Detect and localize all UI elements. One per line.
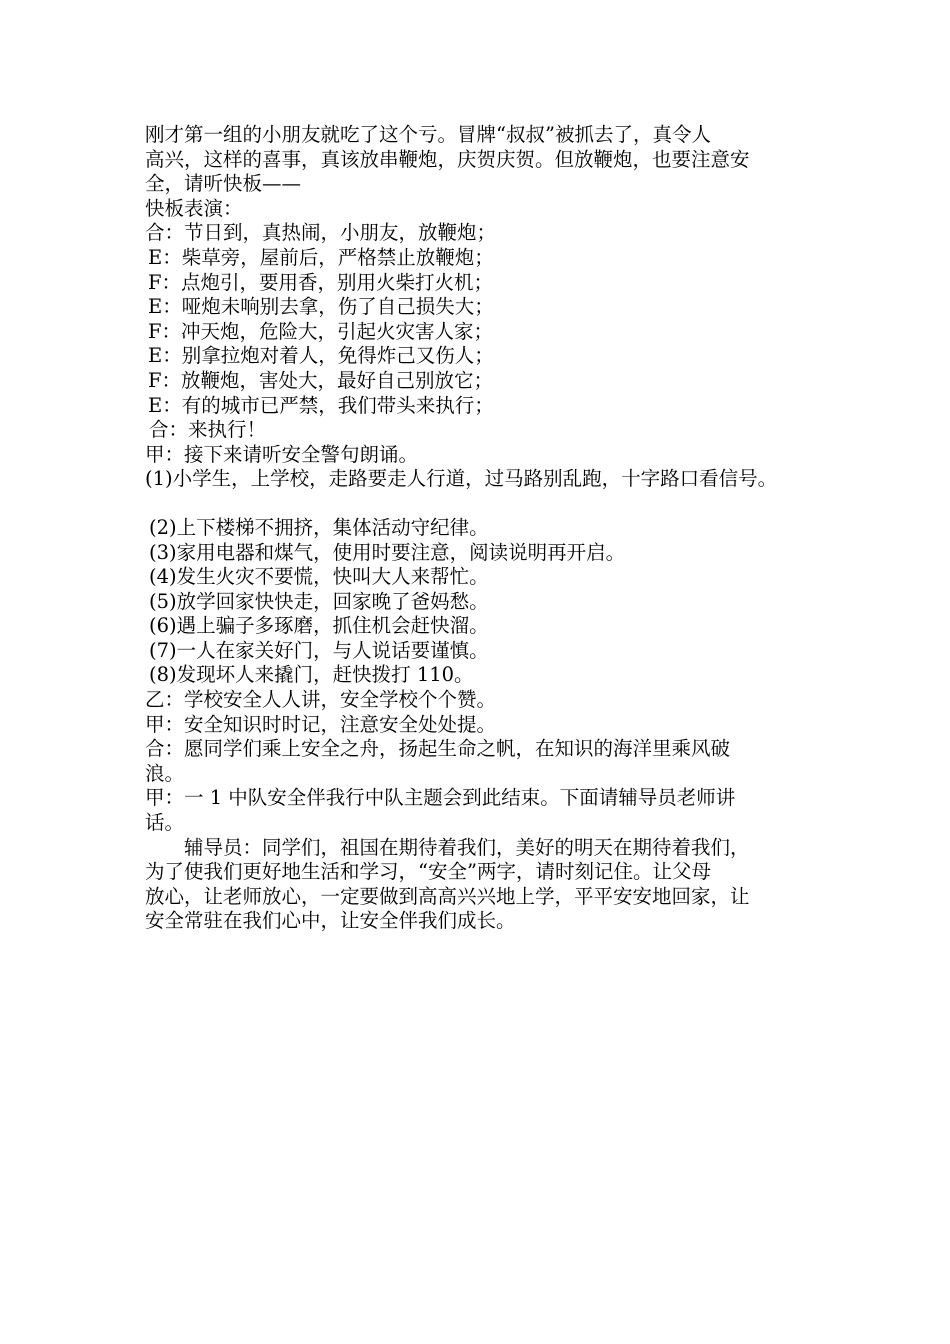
saying-line: (1)小学生，上学校，走路要走人行道，过马路别乱跑，十字路口看信号。 (145, 467, 778, 491)
intro-line: 全，请听快板—— (145, 172, 302, 196)
kuaiban-title: 快板表演： (145, 196, 243, 220)
counselor-line: 安全常驻在我们心中，让安全伴我们成长。 (145, 909, 516, 933)
kuaiban-line: F：放鞭炮，害处大，最好自己别放它； (148, 368, 494, 392)
he-wish-line: 合：愿同学们乘上安全之舟，扬起生命之帆，在知识的海洋里乘风破 (145, 737, 731, 761)
intro-line: 刚才第一组的小朋友就吃了这个亏。冒牌“叔叔”被抓去了，真令人 (145, 123, 711, 146)
jia-end-line: 甲：一 1 中队安全伴我行中队主题会到此结束。下面请辅导员老师讲 (145, 786, 736, 810)
jia-end-line: 话。 (145, 811, 185, 835)
saying-line: (6)遇上骗子多琢磨，抓住机会赶快溜。 (149, 614, 489, 638)
document-body (145, 123, 825, 934)
he-wish-line: 浪。 (145, 761, 185, 785)
jia-intro: 甲：接下来请听安全警句朗诵。 (145, 442, 419, 466)
kuaiban-line: F：冲天炮，危险大，引起火灾害人家； (148, 319, 494, 343)
kuaiban-line: 合：来执行！ (149, 418, 267, 442)
blank-line (145, 492, 825, 516)
counselor-line: 辅导员：同学们，祖国在期待着我们，美好的明天在期待着我们， (184, 835, 750, 859)
kuaiban-line: F：点炮引，要用香，别用火柴打火机； (148, 270, 494, 294)
kuaiban-line: E：柴草旁，屋前后，严格禁止放鞭炮； (148, 245, 494, 269)
kuaiban-line: E：哑炮未响别去拿，伤了自己损失大； (148, 295, 494, 319)
counselor-line: 放心，让老师放心，一定要做到高高兴兴地上学，平平安安地回家，让 (145, 884, 750, 908)
closing-line: 乙：学校安全人人讲，安全学校个个赞。 (145, 688, 497, 712)
kuaiban-line: E：别拿拉炮对着人，免得炸己又伤人； (148, 344, 494, 368)
intro-line: 高兴，这样的喜事，真该放串鞭炮，庆贺庆贺。但放鞭炮，也要注意安 (145, 147, 750, 171)
saying-line: (7)一人在家关好门，与人说话要谨慎。 (149, 638, 489, 662)
kuaiban-line: E：有的城市已严禁，我们带头来执行； (148, 393, 494, 417)
saying-line: (2)上下楼梯不拥挤，集体活动守纪律。 (149, 515, 489, 539)
saying-line: (8)发现坏人来撬门，赶快拨打 110。 (149, 663, 474, 687)
saying-line: (5)放学回家快快走，回家晚了爸妈愁。 (149, 589, 489, 613)
counselor-line: 为了使我们更好地生活和学习，“安全”两字，请时刻记住。让父母 (145, 860, 711, 884)
saying-line: (4)发生火灾不要慌，快叫大人来帮忙。 (149, 565, 489, 589)
kuaiban-line: 合：节日到，真热闹，小朋友，放鞭炮； (145, 221, 497, 245)
closing-line: 甲：安全知识时时记，注意安全处处提。 (145, 712, 497, 736)
saying-line: (3)家用电器和煤气，使用时要注意，阅读说明再开启。 (149, 540, 626, 564)
